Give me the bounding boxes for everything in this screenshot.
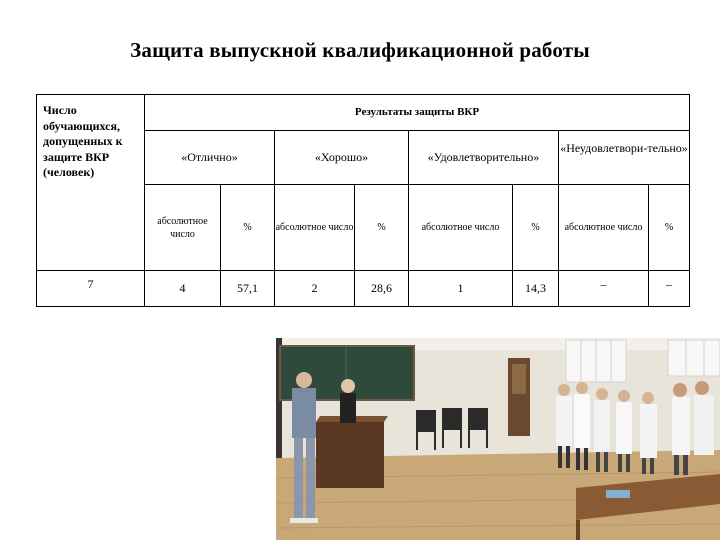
cell-good-pct: 28,6 (355, 271, 409, 307)
cell-excellent-abs: 4 (145, 271, 221, 307)
classroom-photo (276, 338, 720, 540)
results-table (36, 94, 690, 307)
cell-satisfactory-pct: 14,3 (513, 271, 559, 307)
sub-abs: абсолютное число (145, 185, 221, 271)
sub-abs: абсолютное число (275, 185, 355, 271)
sub-pct: % (513, 185, 559, 271)
slide-title: Защита выпускной квалификационной работы (130, 38, 590, 62)
sub-pct: % (221, 185, 275, 271)
grade-unsatisfactory: «Неудовлетвори-тельно» (559, 131, 690, 185)
sub-abs: абсолютное число (559, 185, 649, 271)
cell-unsatisfactory-pct: – (649, 271, 690, 307)
sub-pct: % (649, 185, 690, 271)
grade-good: «Хорошо» (275, 131, 409, 185)
header-students-count: Число обучающихся, допущенных к защите ВКР (человек) (37, 95, 145, 271)
cell-good-abs: 2 (275, 271, 355, 307)
cell-count: 7 (37, 271, 145, 307)
sub-abs: абсолютное число (409, 185, 513, 271)
cell-excellent-pct: 57,1 (221, 271, 275, 307)
cell-unsatisfactory-abs: – (559, 271, 649, 307)
cell-satisfactory-abs: 1 (409, 271, 513, 307)
grade-satisfactory: «Удовлетворительно» (409, 131, 559, 185)
sub-pct: % (355, 185, 409, 271)
header-results: Результаты защиты ВКР (145, 95, 690, 131)
grade-excellent: «Отлично» (145, 131, 275, 185)
